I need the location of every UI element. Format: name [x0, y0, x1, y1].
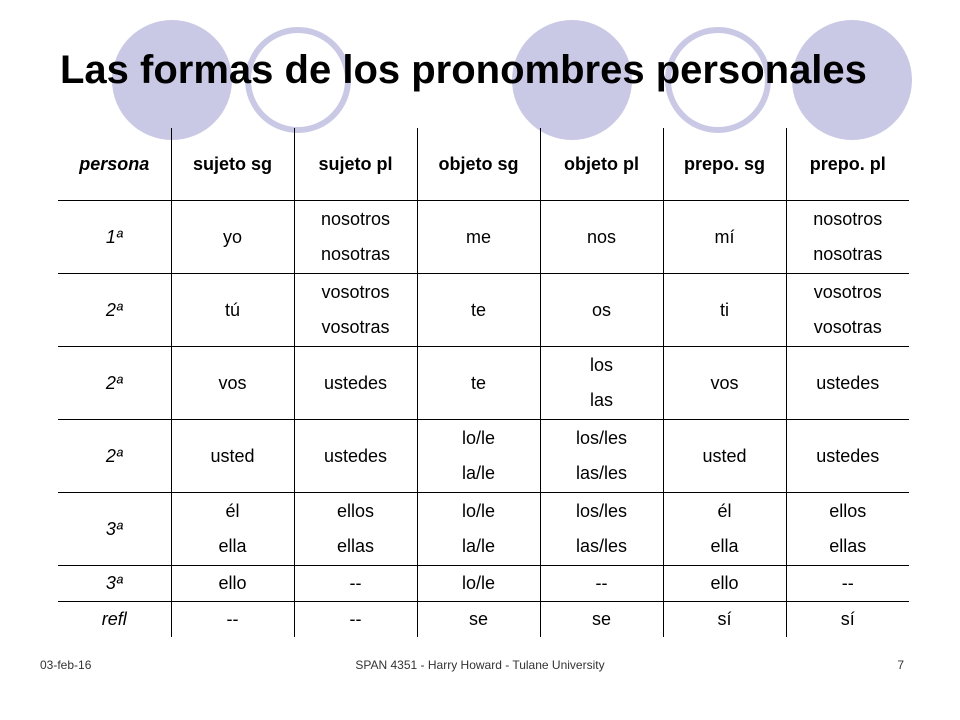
- cell-line: las: [589, 390, 613, 410]
- cell-line: yo: [222, 226, 242, 247]
- table-cell: [663, 347, 786, 420]
- row-persona-cell: [58, 493, 171, 566]
- table-cell: [417, 201, 540, 274]
- table-cell: [294, 566, 417, 602]
- table-cell: [663, 274, 786, 347]
- cell-line: ella: [218, 536, 247, 556]
- header-prepo-pl: prepo. pl: [786, 128, 909, 201]
- cell-line: usted: [210, 445, 255, 466]
- table-cell: [417, 347, 540, 420]
- table-cell: [171, 347, 294, 420]
- table-cell: [171, 602, 294, 638]
- table-cell: [786, 493, 909, 566]
- table-cell: [540, 420, 663, 493]
- cell-line: lo/le: [461, 428, 496, 448]
- cell-line: --: [349, 573, 362, 593]
- cell-line: los/les: [575, 428, 628, 448]
- cell-line: 1ª: [105, 226, 123, 247]
- table-cell: [540, 566, 663, 602]
- cell-line: ustedes: [816, 445, 880, 466]
- table-row: [58, 566, 909, 602]
- cell-line: 2ª: [105, 445, 123, 466]
- header-prepo-sg: prepo. sg: [663, 128, 786, 201]
- cell-line: vosotros: [321, 282, 390, 302]
- cell-line: los: [589, 355, 613, 375]
- table-cell: [417, 274, 540, 347]
- cell-line: --: [226, 609, 239, 629]
- table-row: [58, 347, 909, 420]
- table-cell: [171, 420, 294, 493]
- pronoun-table: [58, 128, 909, 637]
- header-persona: persona: [79, 154, 150, 174]
- cell-line: ello: [710, 573, 739, 593]
- cell-line: la/le: [461, 463, 496, 483]
- cell-line: me: [465, 226, 491, 247]
- table-cell: [540, 201, 663, 274]
- cell-line: ustedes: [323, 372, 388, 393]
- table-row: [58, 420, 909, 493]
- cell-line: nosotras: [813, 244, 883, 264]
- cell-line: vosotras: [321, 317, 390, 337]
- table-cell: [786, 201, 909, 274]
- cell-line: te: [470, 372, 486, 393]
- table-cell: [294, 274, 417, 347]
- cell-line: ellas: [336, 536, 375, 556]
- table-cell: [171, 201, 294, 274]
- cell-line: se: [468, 609, 488, 629]
- cell-line: ti: [720, 299, 729, 320]
- cell-line: mí: [714, 226, 735, 247]
- cell-line: lo/le: [461, 573, 496, 593]
- cell-line: te: [470, 299, 486, 320]
- table-cell: [786, 602, 909, 638]
- cell-line: sí: [717, 609, 732, 629]
- header-sujeto-pl: sujeto pl: [294, 128, 417, 201]
- row-persona-cell: [58, 274, 171, 347]
- table-cell: [540, 274, 663, 347]
- table-cell: [294, 493, 417, 566]
- cell-line: 2ª: [105, 372, 123, 393]
- cell-line: ustedes: [323, 445, 388, 466]
- table-body: [58, 201, 909, 638]
- table-cell: [294, 420, 417, 493]
- header-objeto-sg: objeto sg: [417, 128, 540, 201]
- table-cell: [294, 347, 417, 420]
- table-cell: [171, 566, 294, 602]
- cell-line: las/les: [575, 463, 628, 483]
- cell-line: nos: [586, 226, 617, 247]
- table-cell: [663, 602, 786, 638]
- cell-line: se: [591, 609, 611, 629]
- footer-page-number: 7: [897, 658, 904, 672]
- row-persona-cell: [58, 201, 171, 274]
- cell-line: él: [225, 501, 240, 521]
- table-cell: [171, 493, 294, 566]
- table-row: [58, 201, 909, 274]
- cell-line: nosotros: [813, 209, 883, 229]
- cell-line: las/les: [575, 536, 628, 556]
- header-sujeto-sg: sujeto sg: [171, 128, 294, 201]
- cell-line: ellos: [336, 501, 375, 521]
- table-cell: [294, 602, 417, 638]
- cell-line: ellos: [829, 501, 867, 521]
- header-objeto-pl: objeto pl: [540, 128, 663, 201]
- table-row: [58, 274, 909, 347]
- slide-title: Las formas de los pronombres personales: [60, 48, 867, 92]
- cell-line: vosotras: [813, 317, 882, 337]
- cell-line: os: [591, 299, 611, 320]
- cell-line: --: [841, 573, 854, 593]
- cell-line: --: [349, 609, 362, 629]
- cell-line: refl: [101, 609, 127, 629]
- cell-line: 3ª: [105, 518, 123, 539]
- cell-line: lo/le: [461, 501, 496, 521]
- table-cell: [540, 347, 663, 420]
- table-cell: [786, 420, 909, 493]
- table-cell: [663, 493, 786, 566]
- cell-line: ello: [218, 573, 247, 593]
- cell-line: nosotras: [320, 244, 391, 264]
- table-header-row: [58, 128, 909, 201]
- table-cell: [417, 566, 540, 602]
- cell-line: él: [717, 501, 732, 521]
- table-cell: [786, 347, 909, 420]
- cell-line: los/les: [575, 501, 628, 521]
- table-cell: [417, 420, 540, 493]
- cell-line: --: [595, 573, 608, 593]
- table-cell: [663, 420, 786, 493]
- footer-course: SPAN 4351 - Harry Howard - Tulane University: [355, 658, 605, 672]
- cell-line: 2ª: [105, 299, 123, 320]
- footer-date: 03-feb-16: [40, 658, 92, 672]
- row-persona-cell: [58, 347, 171, 420]
- table-row: [58, 602, 909, 638]
- table-cell: [663, 566, 786, 602]
- table-cell: [540, 602, 663, 638]
- cell-line: nosotros: [320, 209, 391, 229]
- table-cell: [171, 274, 294, 347]
- cell-line: la/le: [461, 536, 496, 556]
- row-persona-cell: [58, 566, 171, 602]
- cell-line: ella: [710, 536, 739, 556]
- table-cell: [417, 493, 540, 566]
- table-cell: [540, 493, 663, 566]
- cell-line: sí: [840, 609, 855, 629]
- table-cell: [786, 566, 909, 602]
- cell-line: tú: [224, 299, 240, 320]
- cell-line: usted: [702, 445, 747, 466]
- cell-line: vos: [710, 372, 739, 393]
- row-persona-cell: [58, 420, 171, 493]
- table-cell: [294, 201, 417, 274]
- row-persona-cell: [58, 602, 171, 638]
- cell-line: ellas: [829, 536, 867, 556]
- cell-line: vosotros: [813, 282, 882, 302]
- table-row: [58, 493, 909, 566]
- table-cell: [786, 274, 909, 347]
- table-cell: [417, 602, 540, 638]
- cell-line: ustedes: [816, 372, 880, 393]
- cell-line: 3ª: [105, 573, 123, 593]
- cell-line: vos: [218, 372, 247, 393]
- table-cell: [663, 201, 786, 274]
